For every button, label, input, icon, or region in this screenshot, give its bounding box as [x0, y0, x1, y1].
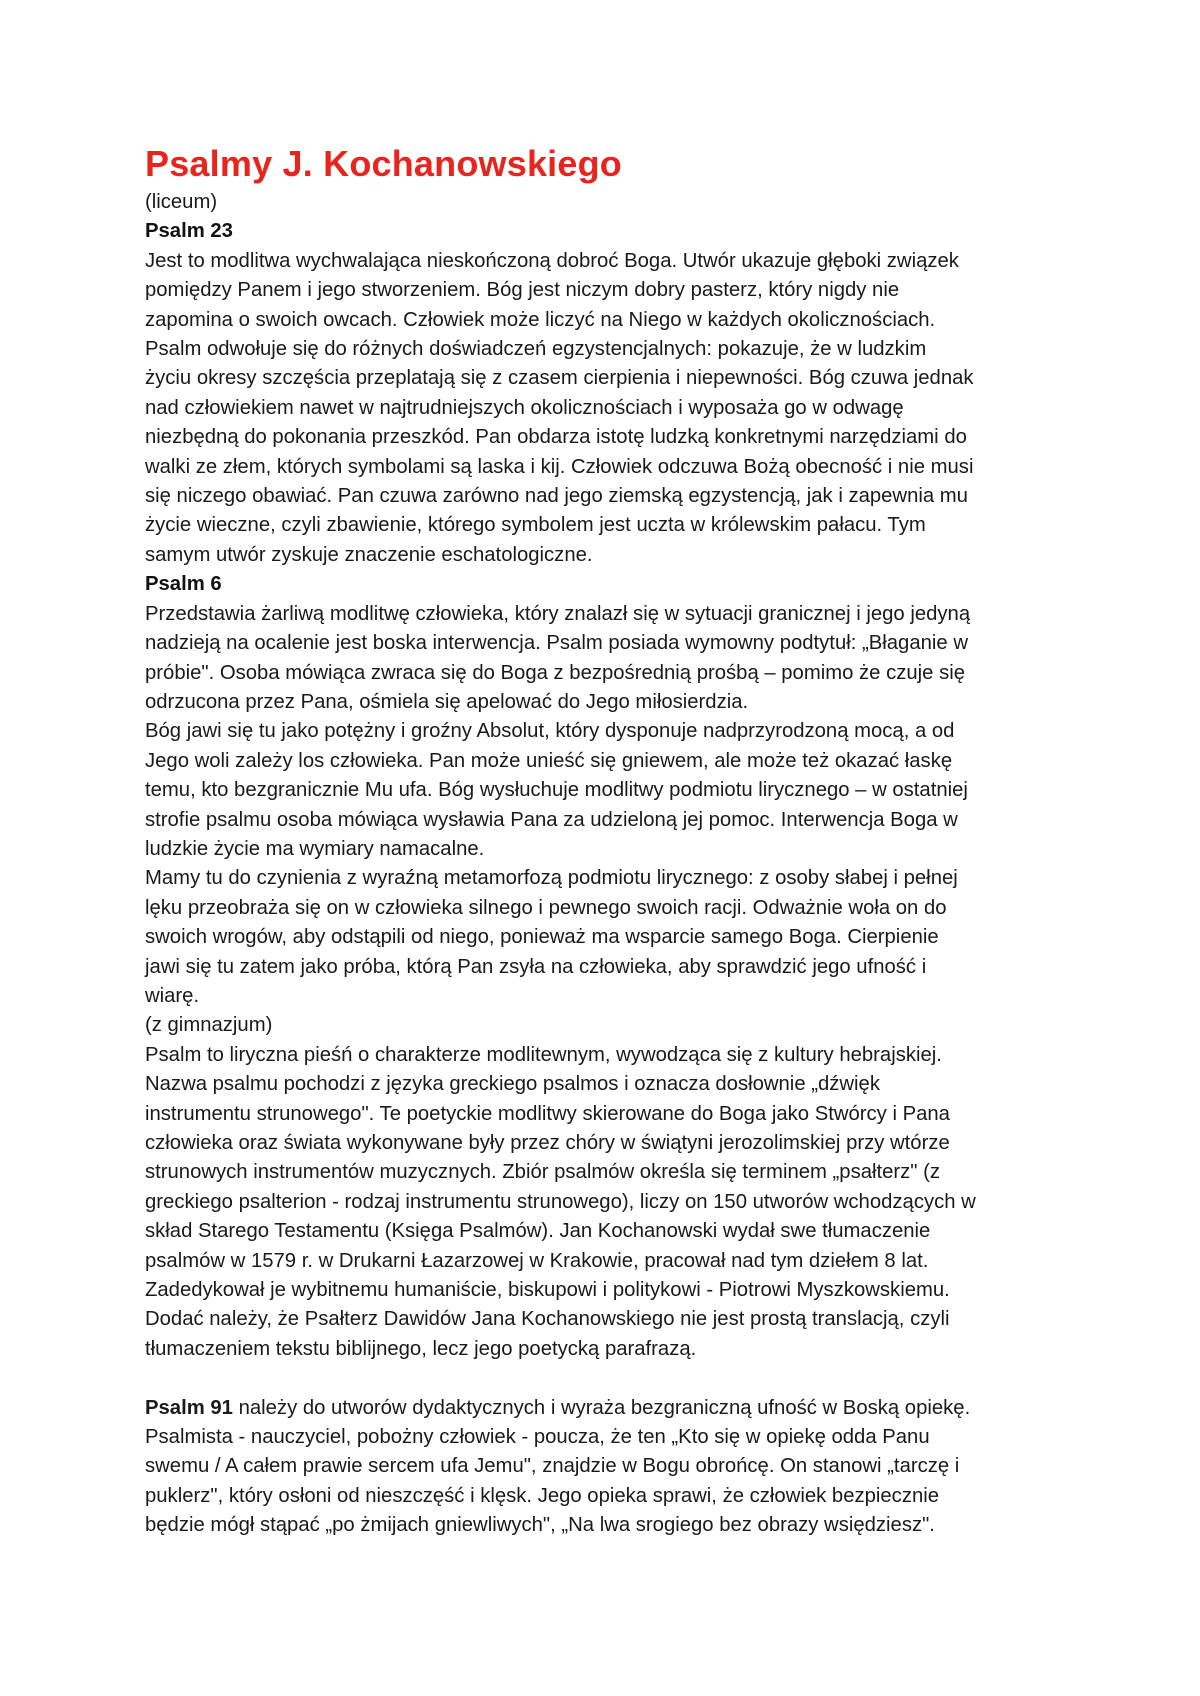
document-title: Psalmy J. Kochanowskiego	[145, 143, 622, 184]
text-line: Jego woli zależy los człowieka. Pan może unieść się gniewem, ale może też okazać łaskę	[145, 749, 953, 772]
text-line: się niczego obawiać. Pan czuwa zarówno nad jego ziemską egzystencją, jak i zapewnia mu	[145, 485, 968, 508]
text-line: swoich wrogów, aby odstąpili od niego, ponieważ ma wsparcie samego Boga. Cierpienie	[145, 926, 939, 949]
text-line: samym utwór zyskuje znaczenie eschatologiczne.	[145, 543, 593, 566]
text-line: tłumaczeniem tekstu biblijnego, lecz jego poetycką parafrazą.	[145, 1337, 697, 1360]
gimnazjum-section	[145, 1011, 1065, 1364]
text-line: jawi się tu zatem jako próba, którą Pan zsyła na człowieka, aby sprawdzić jego ufność i	[145, 955, 927, 978]
text-line: pomiędzy Panem i jego stworzeniem. Bóg jest niczym dobry pasterz, który nigdy nie	[145, 279, 900, 302]
text-line: Dodać należy, że Psałterz Dawidów Jana Kochanowskiego nie jest prostą translacją, czyli	[145, 1308, 950, 1331]
text-line: strofie psalmu osoba mówiąca wysławia Pana za udzieloną jej pomoc. Interwencja Boga w	[145, 808, 958, 831]
text-line: Psalm odwołuje się do różnych doświadczeń egzystencjalnych: pokazuje, że w ludzkim	[145, 338, 927, 361]
psalm-91-first-line: należy do utworów dydaktycznych i wyraża bezgraniczną ufność w Boską opiekę.	[232, 1396, 971, 1419]
text-line: temu, kto bezgranicznie Mu ufa. Bóg wysłuchuje modlitwy podmiotu lirycznego – w ostatniej	[145, 779, 968, 802]
psalm-23-body	[145, 247, 1065, 570]
psalm-6-body	[145, 600, 1065, 1012]
text-line: strunowych instrumentów muzycznych. Zbiór psalmów określa się terminem „psałterz" (z	[145, 1161, 941, 1184]
text-line: zapomina o swoich owcach. Człowiek może liczyć na Niego w każdych okolicznościach.	[145, 308, 936, 331]
psalm-6-heading: Psalm 6	[145, 573, 222, 596]
text-line	[145, 1394, 1065, 1423]
text-line: człowieka oraz świata wykonywane były przez chóry w świątyni jerozolimskiej przy wtórze	[145, 1132, 950, 1154]
text-line: Mamy tu do czynienia z wyraźną metamorfozą podmiotu lirycznego: z osoby słabej i pełnej	[145, 867, 958, 890]
text-line: nad człowiekiem nawet w najtrudniejszych okolicznościach i wyposaża go w odwagę	[145, 396, 904, 419]
text-line: psalmów w 1579 r. w Drukarni Łazarzowej w Krakowie, pracował nad tym dziełem 8 lat.	[145, 1249, 929, 1272]
text-line: swemu / A całem prawie sercem ufa Jemu", znajdzie w Bogu obrońcę. On stanowi „tarczę i	[145, 1455, 960, 1478]
document-subtitle: (liceum)	[145, 191, 218, 213]
gimnazjum-subtitle: (z gimnazjum)	[145, 1014, 273, 1037]
text-line: walki ze złem, których symbolami są laska i kij. Człowiek odczuwa Bożą obecność i nie musi	[145, 455, 974, 478]
document-page	[145, 142, 1065, 1541]
text-line: nadzieją na ocalenie jest boska interwencja. Psalm posiada wymowny podtytuł: „Błaganie w	[145, 632, 968, 655]
text-line: instrumentu strunowego". Te poetyckie modlitwy skierowane do Boga jako Stwórcy i Pana	[145, 1102, 950, 1125]
text-line: greckiego psalterion - rodzaj instrumentu strunowego), liczy on 150 utworów wchodzących w	[145, 1190, 976, 1213]
text-line: lęku przeobraża się on w człowieka silnego i pewnego swoich racji. Odważnie woła on do	[145, 896, 947, 919]
text-line: niezbędną do pokonania przeszkód. Pan obdarza istotę ludzką konkretnymi narzędziami do	[145, 426, 967, 449]
text-line: będzie mógł stąpać „po żmijach gniewliwych", „Na lwa srogiego bez obrazy wsiędziesz".	[145, 1514, 935, 1537]
text-line: Psalm to liryczna pieśń o charakterze modlitewnym, wywodząca się z kultury hebrajskiej.	[145, 1043, 942, 1066]
text-line: Nazwa psalmu pochodzi z języka greckiego psalmos i oznacza dosłownie „dźwięk	[145, 1073, 880, 1096]
psalm-91-heading: Psalm 91	[145, 1396, 233, 1419]
text-line: Jest to modlitwa wychwalająca nieskończoną dobroć Boga. Utwór ukazuje głęboki związek	[145, 249, 959, 272]
paragraph-spacer	[145, 1364, 1065, 1393]
psalm-91-body	[145, 1394, 1065, 1541]
text-line: życie wieczne, czyli zbawienie, którego symbolem jest uczta w królewskim pałacu. Tym	[145, 514, 926, 537]
psalm-23-heading: Psalm 23	[145, 220, 233, 243]
text-line: próbie". Osoba mówiąca zwraca się do Boga z bezpośrednią prośbą – pomimo że czuje się	[145, 661, 966, 684]
text-line: puklerz", który osłoni od nieszczęść i klęsk. Jego opieka sprawi, że człowiek bezpiecznie	[145, 1484, 940, 1507]
text-line: ludzkie życie ma wymiary namacalne.	[145, 837, 485, 860]
text-line: wiarę.	[145, 984, 200, 1007]
text-line: skład Starego Testamentu (Księga Psalmów). Jan Kochanowski wydał swe tłumaczenie	[145, 1220, 931, 1243]
text-line: Zadedykował je wybitnemu humaniście, biskupowi i politykowi - Piotrowi Myszkowskiemu.	[145, 1279, 950, 1302]
text-line: odrzucona przez Pana, ośmiela się apelować do Jego miłosierdzia.	[145, 690, 749, 713]
text-line: Przedstawia żarliwą modlitwę człowieka, który znalazł się w sytuacji granicznej i jego jedyną	[145, 602, 971, 625]
text-line: Bóg jawi się tu jako potężny i groźny Absolut, który dysponuje nadprzyrodzoną mocą, a od	[145, 720, 955, 743]
text-line: życiu okresy szczęścia przeplatają się z czasem cierpienia i niepewności. Bóg czuwa jednak	[145, 367, 974, 390]
text-line: Psalmista - nauczyciel, pobożny człowiek - poucza, że ten „Kto się w opiekę odda Panu	[145, 1426, 930, 1449]
